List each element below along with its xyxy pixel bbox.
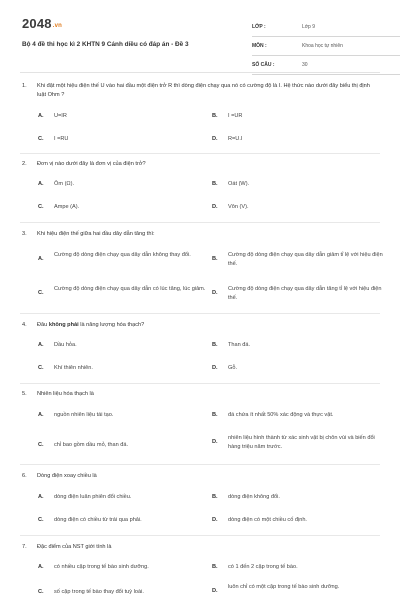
option-letter: D.: [212, 204, 218, 210]
question-2: [22, 160, 382, 169]
option-text: Cường độ dòng điện chạy qua dây dẫn tăng tỉ lệ với hiệu điện thế.: [228, 286, 382, 301]
option-b[interactable]: [212, 493, 280, 502]
option-text: Cường độ dòng điện chạy qua dây dẫn có lúc tăng, lúc giảm.: [54, 286, 206, 292]
option-c[interactable]: [38, 588, 144, 597]
option-letter: D.: [212, 136, 218, 142]
option-letter: C.: [38, 290, 44, 296]
question-number: 6.: [22, 473, 27, 479]
option-d[interactable]: [212, 516, 307, 525]
option-c[interactable]: [38, 135, 68, 144]
option-letter: C.: [38, 365, 44, 371]
option-d[interactable]: [212, 203, 249, 212]
option-letter: B.: [212, 564, 218, 570]
question-text-emphasis: không phải: [48, 322, 79, 328]
option-letter: A.: [38, 412, 44, 418]
option-text: dòng điện không đổi.: [228, 494, 280, 500]
option-letter: D.: [212, 439, 218, 445]
option-a[interactable]: [38, 493, 131, 502]
option-b[interactable]: [212, 180, 249, 189]
meta-value: Lớp 9: [302, 24, 316, 30]
option-a[interactable]: [38, 251, 214, 260]
option-letter: D.: [212, 588, 218, 594]
question-text-part: Đâu: [37, 322, 49, 328]
option-letter: A.: [38, 181, 44, 187]
question-6: [22, 472, 382, 481]
option-d[interactable]: [212, 434, 388, 452]
option-letter: A.: [38, 113, 44, 119]
question-text: Đơn vị nào dưới đây là đơn vị của điện trở?: [37, 161, 146, 167]
question-number: 1.: [22, 83, 27, 89]
question-number: 7.: [22, 544, 27, 550]
question-text: Khi hiệu điện thế giữa hai đầu dây dẫn tăng thì:: [37, 231, 155, 237]
option-letter: C.: [38, 204, 44, 210]
option-letter: D.: [212, 365, 218, 371]
question-7: [22, 543, 382, 552]
option-b[interactable]: [212, 112, 242, 121]
question-number: 4.: [22, 322, 27, 328]
meta-key: MÔN :: [252, 43, 267, 49]
question-4: [22, 321, 382, 330]
option-letter: B.: [212, 181, 218, 187]
option-text: Than đá.: [228, 342, 251, 348]
question-text: [37, 321, 377, 330]
option-text: Khí thiên nhiên.: [54, 365, 93, 371]
option-b[interactable]: [212, 563, 298, 572]
option-letter: B.: [212, 494, 218, 500]
question-divider: [20, 383, 380, 384]
site-logo[interactable]: [22, 16, 62, 31]
question-text: Nhiên liệu hóa thạch là: [37, 391, 94, 397]
header-divider: [20, 72, 380, 73]
option-letter: B.: [212, 412, 218, 418]
question-number: 3.: [22, 231, 27, 237]
option-text: chỉ bao gồm dầu mỏ, than đá.: [54, 442, 129, 448]
option-text: có nhiều cặp trong tế bào sinh dưỡng.: [54, 564, 149, 570]
option-text: U=IR: [54, 113, 67, 119]
option-a[interactable]: [38, 341, 77, 350]
question-5: [22, 390, 382, 399]
option-text: Ôm (Ω).: [54, 181, 75, 187]
option-letter: C.: [38, 442, 44, 448]
option-letter: B.: [212, 113, 218, 119]
question-divider: [20, 313, 380, 314]
option-text: Gỗ.: [228, 365, 238, 371]
option-b[interactable]: [212, 411, 333, 420]
meta-value: 30: [302, 62, 308, 68]
option-text: Vôn (V).: [228, 204, 249, 210]
page-title: Bộ 4 đề thi học kì 2 KHTN 9 Cánh diều có đáp án - Đề 3: [22, 41, 189, 48]
option-b[interactable]: [212, 341, 250, 350]
option-a[interactable]: [38, 563, 149, 572]
option-text: I =RU: [54, 136, 69, 142]
option-letter: A.: [38, 494, 44, 500]
option-text: luôn chỉ có một cặp trong tế bào sinh dưỡng.: [228, 584, 340, 590]
exam-meta: [252, 18, 400, 75]
option-c[interactable]: [38, 516, 142, 525]
option-text: Ampe (A).: [54, 204, 80, 210]
option-text: đá chứa ít nhất 50% xác động và thực vật.: [228, 412, 334, 418]
option-text: R=U.I: [228, 136, 243, 142]
option-letter: D.: [212, 517, 218, 523]
logo-main: 2048: [22, 16, 52, 31]
option-letter: C.: [38, 517, 44, 523]
option-text: dòng điện luân phiên đổi chiều.: [54, 494, 132, 500]
option-text: Oát (W).: [228, 181, 250, 187]
option-letter: D.: [212, 290, 218, 296]
question-number: 5.: [22, 391, 27, 397]
option-text: Cường độ dòng điện chạy qua dây dẫn không thay đổi.: [54, 252, 191, 258]
question-text: Khi đặt một hiệu điện thế U vào hai đầu một điện trở R thì dòng điện chạy qua nó có cường độ là I. Hệ thức nào dưới đây biểu thị định luật Ohm ?: [37, 83, 370, 98]
option-text: nhiên liệu hình thành từ xác sinh vật bị chôn vùi và biến đổi hàng triệu năm trước.: [228, 435, 375, 450]
option-letter: B.: [212, 256, 218, 262]
option-letter: C.: [38, 589, 44, 595]
option-text: nguồn nhiên liệu tái tạo.: [54, 412, 114, 418]
option-text: Cường độ dòng điện chạy qua dây dẫn giảm tỉ lệ với hiệu điện thế.: [228, 252, 383, 267]
question-divider: [20, 222, 380, 223]
option-c[interactable]: [38, 285, 214, 294]
meta-key: SỐ CÂU :: [252, 62, 275, 68]
option-a[interactable]: [38, 180, 74, 189]
option-d[interactable]: [212, 135, 242, 144]
meta-value: Khoa học tự nhiên: [302, 43, 343, 49]
option-letter: A.: [38, 564, 44, 570]
option-b[interactable]: [212, 251, 388, 269]
option-c[interactable]: [38, 441, 128, 450]
option-text: I =UR: [228, 113, 243, 119]
question-text: Dòng điện xoay chiều là: [37, 473, 97, 479]
option-d[interactable]: [212, 583, 388, 592]
option-text: có 1 đến 2 cặp trong tế bào.: [228, 564, 298, 570]
option-text: số cặp trong tế bào thay đổi tuỳ loài.: [54, 589, 144, 595]
option-letter: A.: [38, 342, 44, 348]
option-a[interactable]: [38, 112, 67, 121]
option-text: dòng điện có một chiều cố định.: [228, 517, 307, 523]
question-divider: [20, 535, 380, 536]
option-d[interactable]: [212, 285, 388, 303]
logo-suffix: .vn: [52, 23, 63, 29]
question-divider: [20, 153, 380, 154]
meta-key: LỚP :: [252, 24, 266, 30]
meta-row-class: [252, 18, 400, 37]
option-letter: B.: [212, 342, 218, 348]
option-a[interactable]: [38, 411, 113, 420]
option-letter: C.: [38, 136, 44, 142]
option-d[interactable]: [212, 364, 237, 373]
question-1: [22, 82, 382, 100]
option-c[interactable]: [38, 203, 79, 212]
question-number: 2.: [22, 161, 27, 167]
question-text: Đặc điểm của NST giới tính là: [37, 544, 112, 550]
option-text: Dầu hỏa.: [54, 342, 77, 348]
question-text-part: là năng lượng hóa thạch?: [78, 322, 145, 328]
question-divider: [20, 464, 380, 465]
question-3: [22, 230, 382, 239]
meta-row-subject: [252, 37, 400, 56]
option-text: dòng điện có chiều từ trái qua phải.: [54, 517, 142, 523]
exam-header: [22, 12, 382, 70]
option-letter: A.: [38, 256, 44, 262]
option-c[interactable]: [38, 364, 93, 373]
